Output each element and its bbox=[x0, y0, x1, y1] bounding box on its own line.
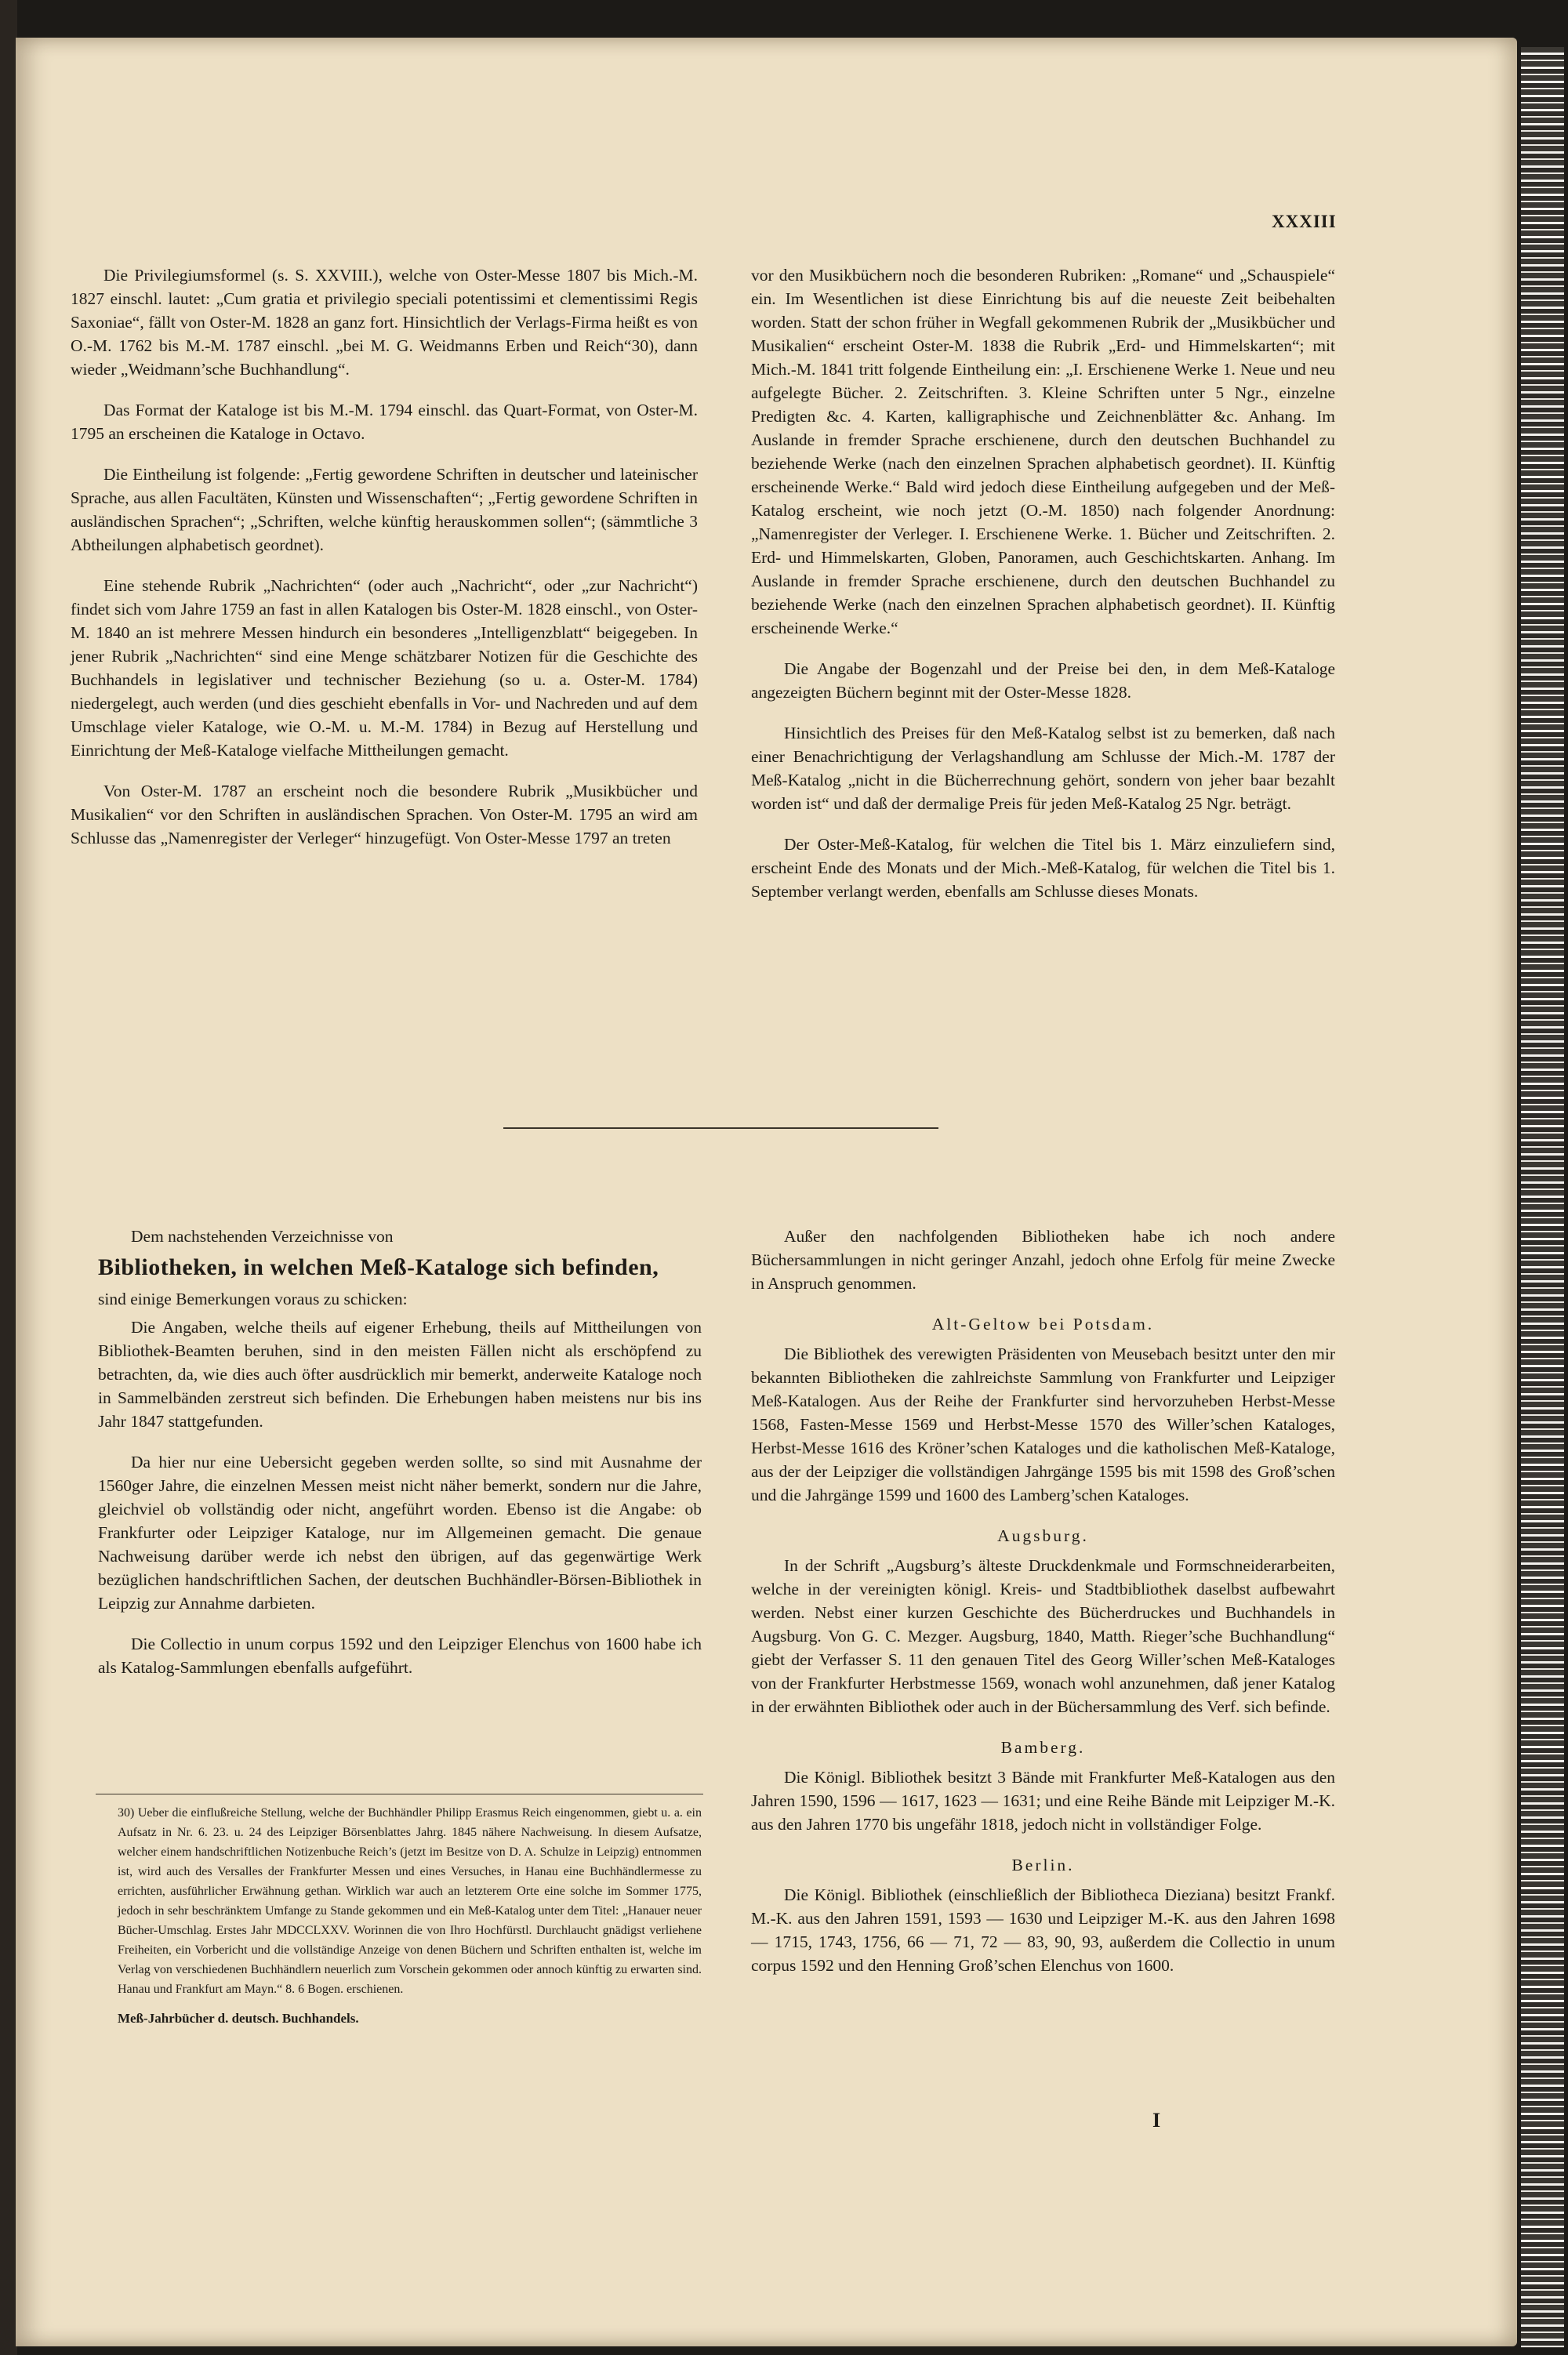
paragraph: In der Schrift „Augsburg’s älteste Druckdenkmale und Formschneiderarbeiten, welche in der vereinigten königl. Kreis- und Stadtbibliothek daselbst aufbewahrt werden. Nebst einer kurzen Geschichte des Bücherdruckes und Buchhandels in Augsburg. Von G. C. Mezger. Augsburg, 1840, Matth. Rieger’sche Buchhandlung“ giebt der Verfasser S. 11 den genauen Titel des Georg Willer’schen Meß-Kataloges von der Frankfurter Herbstmesse 1569, wonach wohl anzunehmen, daß jener Katalog in der erwähnten Bibliothek oder auch in der Büchersammlung des Verf. sich befinde. bbox=[751, 1556, 1335, 1716]
paragraph: Der Oster-Meß-Katalog, für welchen die Titel bis 1. März einzuliefern sind, erscheint Ende des Monats und der Mich.-Meß-Katalog, für welchen die Titel bis 1. September verlangt werden, ebenfalls am Schlusse dieses Monats. bbox=[751, 835, 1335, 901]
paragraph: Von Oster-M. 1787 an erscheint noch die besondere Rubrik „Musikbücher und Musikalien“ vor den Schriften in ausländischen Sprachen. Von Oster-M. 1795 an wird am Schlusse das „Namenregister der Verleger“ hinzugefügt. Von Oster-Messe 1797 an treten bbox=[71, 782, 698, 847]
footnote bbox=[118, 1803, 702, 2028]
paragraph: Die Angabe der Bogenzahl und der Preise bei den, in dem Meß-Kataloge angezeigten Büchern beginnt mit der Oster-Messe 1828. bbox=[751, 659, 1335, 702]
place-heading: Alt-Geltow bei Potsdam. bbox=[931, 1315, 1155, 1334]
paragraph: Da hier nur eine Uebersicht gegeben werden sollte, so sind mit Ausnahme der 1560ger Jahre, die einzelnen Messen meist nicht näher bemerkt, sondern nur die Jahre, gleichviel ob vollständig oder nicht, angeführt worden. Ebenso ist die Angabe: ob Frankfurter oder Leipziger Kataloge, nur im Allgemeinen gemacht. Die genaue Nachweisung darüber werde ich nebst den übrigen, auf das gegenwärtige Werk bezüglichen handschriftlichen Sachen, der deutschen Buchhändler-Börsen-Bibliothek in Leipzig zur Annahme darbieten. bbox=[98, 1453, 702, 1613]
section-heading: Bibliotheken, in welchen Meß-Kataloge sich befinden, bbox=[98, 1254, 659, 1280]
fore-edge-strip bbox=[1521, 47, 1564, 2348]
place-heading: Bamberg. bbox=[1000, 1738, 1086, 1757]
footnote-signature: Meß-Jahrbücher d. deutsch. Buchhandels. bbox=[118, 2011, 359, 2026]
section-divider bbox=[503, 1127, 938, 1129]
paragraph: Die Königl. Bibliothek besitzt 3 Bände mit Frankfurter Meß-Katalogen aus den Jahren 1590, 1596 — 1617, 1623 — 1631; und eine Reihe Bände mit Leipziger M.-K. aus den Jahren 1770 bis ungefähr 1818, jedoch nicht in vollständiger Folge. bbox=[751, 1768, 1335, 1834]
place-heading: Berlin. bbox=[1011, 1856, 1075, 1874]
top-left-column bbox=[71, 263, 698, 867]
footnote-text: 30) Ueber die einflußreiche Stellung, welche der Buchhändler Philipp Erasmus Reich eingenommen, giebt u. a. ein Aufsatz in Nr. 6. 23. u. 24 des Leipziger Börsenblattes Jahrg. 1845 nähere Nachweisung. In diesem Aufsatze, welcher einem handschriftlichen Notizenbuche Reich’s (jetzt im Besitze von D. A. Schulze in Leipzig) entnommen ist, wird auch des Versalles der Frankfurter Messen und eines Versuches, in Hanau eine Buchhändlermesse zu errichten, ausführlicher Erwähnung gethan. Wirklich war auch an letzterem Orte eine solche im Sommer 1775, jedoch in sehr beschränktem Umfange zu Stande gekommen und ein Meß-Katalog unter dem Titel: „Hanauer neuer Bücher-Umschlag. Erstes Jahr MDCCLXXV. Worinnen die von Ihro Hochfürstl. Durchlaucht gnädigst verliehene Freiheiten, ein Vorbericht und die vollständige Anzeige von denen Büchern und Schriften enthalten ist, welche im Verlag von verschiedenen Buchhändlern neuerlich zum Vorschein gekommen oder annoch künftig zu erwarten sind. Hanau und Frankfurt am Mayn.“ 8. 6 Bogen. erschienen. bbox=[118, 1806, 702, 1996]
top-right-column bbox=[751, 263, 1335, 920]
binding-edge bbox=[0, 0, 17, 2355]
paragraph: Eine stehende Rubrik „Nachrichten“ (oder auch „Nachricht“, oder „zur Nachricht“) findet sich vom Jahre 1759 an fast in allen Katalogen bis Oster-M. 1828 einschl., von Oster-M. 1840 an ist mehrere Messen hindurch ein besonderes „Intelligenzblatt“ beigegeben. In jener Rubrik „Nachrichten“ sind eine Menge schätzbarer Notizen für die Geschichte des Buchhandels in legislativer und technischer Beziehung (so u. a. Oster-M. 1784) niedergelegt, auch werden (und dies geschieht ebenfalls in Vor- und Nachreden und auf dem Umschlage vieler Kataloge, wie O.-M. u. M.-M. 1784) in Bezug auf Herstellung und Einrichtung der Meß-Kataloge vielfache Mittheilungen gemacht. bbox=[71, 576, 698, 760]
place-heading: Augsburg. bbox=[997, 1526, 1089, 1545]
paragraph: Die Königl. Bibliothek (einschließlich der Bibliotheca Dieziana) besitzt Frankf. M.-K. aus den Jahren 1591, 1593 — 1630 und Leipziger M.-K. aus den Jahren 1698 — 1715, 1743, 1756, 66 — 71, 72 — 83, 90, 93, außerdem die Collectio in unum corpus 1592 und den Henning Groß’schen Elenchus von 1600. bbox=[751, 1885, 1335, 1975]
paragraph: Hinsichtlich des Preises für den Meß-Katalog selbst ist zu bemerken, daß nach einer Benachrichtigung der Verlagshandlung am Schlusse der Mich.-M. 1787 der Meß-Katalog „nicht in die Bücherrechnung gehört, sondern von jeher baar bezahlt worden ist“ und daß der dermalige Preis für jeden Meß-Katalog 25 Ngr. beträgt. bbox=[751, 724, 1335, 813]
paragraph: Die Angaben, welche theils auf eigener Erhebung, theils auf Mittheilungen von Bibliothek-Beamten beruhen, sind in den meisten Fällen nicht als erschöpfend zu betrachten, da, wie dies auch öfter ausdrücklich mir bemerkt, anderweite Kataloge noch in Sammelbänden zerstreut sich befinden. Die Erhebungen haben meistens nur bis ins Jahr 1847 stattgefunden. bbox=[98, 1318, 702, 1431]
signature-mark: I bbox=[1152, 2109, 1161, 2132]
bottom-left-column bbox=[98, 1225, 702, 1696]
page-reference: XXXIII bbox=[1272, 212, 1337, 231]
paragraph: vor den Musikbüchern noch die besonderen Rubriken: „Romane“ und „Schauspiele“ ein. Im Wesentlichen ist diese Einrichtung bis auf die neueste Zeit beibehalten worden. Statt der schon früher in Wegfall gekommenen Rubrik der „Musikbücher und Musikalien“ erscheint Oster-M. 1838 die Rubrik „Erd- und Himmelskarten“; mit Mich.-M. 1841 tritt folgende Eintheilung ein: „I. Erschienene Werke 1. Neue und neu aufgelegte Bücher. 2. Zeitschriften. 3. Kleine Schriften unter 5 Ngr., einzelne Predigten &c. 4. Karten, kalligraphische und Zeichnenblätter &c. Anhang. Im Auslande in fremder Sprache erschienene, durch den deutschen Buchhandel zu beziehende Werke (nach den einzelnen Sprachen alphabetisch geordnet). II. Künftig erscheinende Werke.“ Bald wird jedoch diese Eintheilung aufgegeben und der Meß-Katalog erscheint, wie noch jetzt (O.-M. 1850) nach folgender Anordnung: „Namenregister der Verleger. I. Erschienene Werke. 1. Bücher und Zeitschriften. 2. Erd- und Himmelskarten, Globen, Panoramen, auch Geschichtskarten. Anhang. Im Auslande in fremder Sprache erschienene, durch den deutschen Buchhandel zu beziehende Werke (nach den einzelnen Sprachen alphabetisch geordnet). II. Künftig erscheinende Werke.“ bbox=[751, 266, 1335, 637]
paragraph: Das Format der Kataloge ist bis M.-M. 1794 einschl. das Quart-Format, von Oster-M. 1795 an erscheinen die Kataloge in Octavo. bbox=[71, 401, 698, 443]
intro-line: Dem nachstehenden Verzeichnisse von bbox=[131, 1227, 394, 1246]
intro-line: sind einige Bemerkungen voraus zu schicken: bbox=[98, 1290, 408, 1308]
bottom-right-column bbox=[751, 1225, 1335, 1994]
paragraph: Die Privilegiumsformel (s. S. XXVIII.), welche von Oster-Messe 1807 bis Mich.-M. 1827 einschl. lautet: „Cum gratia et privilegio speciali potentissimi et clementissimi Regis Saxoniae“, fällt von Oster-M. 1828 an ganz fort. Hinsichtlich der Verlags-Firma heißt es von O.-M. 1762 bis M.-M. 1787 einschl. „bei M. G. Weidmanns Erben und Reich“30), dann wieder „Weidmann’sche Buchhandlung“. bbox=[71, 266, 698, 379]
paragraph: Die Collectio in unum corpus 1592 und den Leipziger Elenchus von 1600 habe ich als Katalog-Sammlungen ebenfalls aufgeführt. bbox=[98, 1635, 702, 1677]
book-page bbox=[16, 38, 1517, 2346]
paragraph: Die Eintheilung ist folgende: „Fertig gewordene Schriften in deutscher und lateinischer Sprache, aus allen Facultäten, Künsten und Wissenschaften“; „Fertig gewordene Schriften in ausländischen Sprachen“; „Schriften, welche künftig herauskommen sollen“; (sämmtliche 3 Abtheilungen alphabetisch geordnet). bbox=[71, 465, 698, 554]
paragraph: Außer den nachfolgenden Bibliotheken habe ich noch andere Büchersammlungen in nicht geringer Anzahl, jedoch ohne Erfolg für meine Zwecke in Anspruch genommen. bbox=[751, 1227, 1335, 1293]
paragraph: Die Bibliothek des verewigten Präsidenten von Meusebach besitzt unter den mir bekannten Bibliotheken die zahlreichste Sammlung von Frankfurter und Leipziger Meß-Katalogen. Aus der Reihe der Frankfurter sind hervorzuheben Herbst-Messe 1568, Fasten-Messe 1569 und Herbst-Messe 1570 des Willer’schen Kataloges, Herbst-Messe 1616 des Kröner’schen Kataloges und die katholischen Meß-Kataloge, aus der der Leipziger die vollständigen Jahrgänge 1595 bis mit 1598 des Groß’schen und die Jahrgänge 1599 und 1600 des Lamberg’schen Kataloges. bbox=[751, 1344, 1335, 1504]
